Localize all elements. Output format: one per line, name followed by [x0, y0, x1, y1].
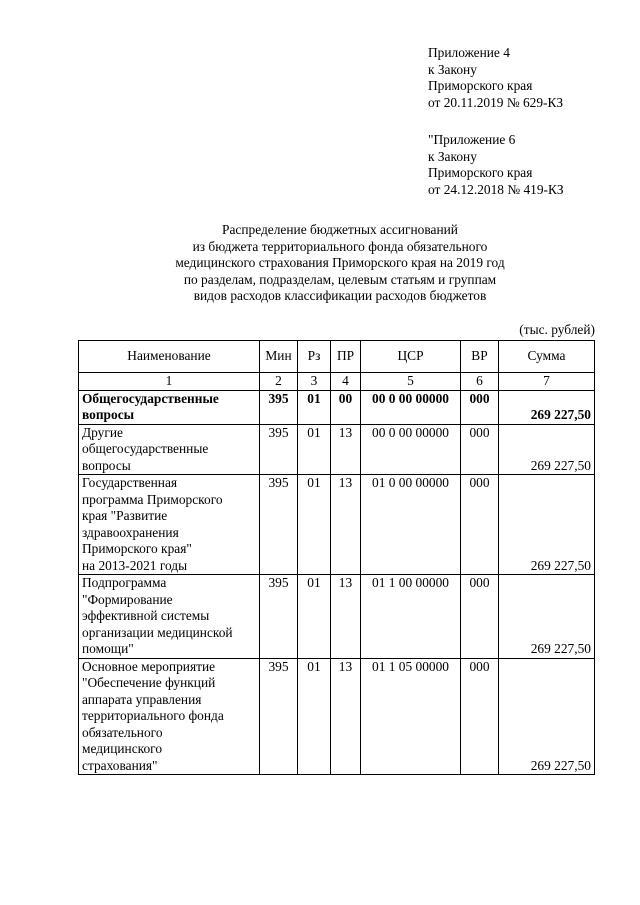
cell-vr: 000 [461, 475, 499, 575]
cell-pr: 13 [331, 475, 361, 575]
cell-sum: 269 227,50 [499, 658, 595, 775]
cell-pr: 13 [331, 658, 361, 775]
column-number: 6 [461, 373, 499, 391]
appendix-original-line: "Приложение 6 [428, 132, 516, 147]
table-row [79, 658, 595, 775]
cell-name-line: медицинского [82, 741, 163, 756]
cell-name-line: "Формирование [82, 591, 173, 607]
appendix-original-header [428, 132, 628, 198]
cell-name-line: на 2013-2021 годы [82, 557, 188, 573]
cell-name-line: общегосударственные [82, 441, 209, 456]
cell-csr: 01 1 05 00000 [361, 658, 461, 775]
cell-name-line: вопросы [82, 457, 131, 473]
cell-pr: 13 [331, 424, 361, 475]
cell-rz: 01 [298, 424, 331, 475]
cell-name [79, 575, 260, 659]
cell-vr: 000 [461, 658, 499, 775]
appendix-original-line: к Закону [428, 148, 477, 164]
cell-name [79, 475, 260, 575]
cell-name-line: программа Приморского [82, 491, 223, 507]
table-row [79, 575, 595, 659]
cell-pr: 13 [331, 575, 361, 659]
cell-name-line: аппарата управления [82, 691, 202, 707]
cell-vr: 000 [461, 424, 499, 475]
document-title [120, 222, 560, 305]
header-sum: Сумма [499, 341, 595, 373]
column-number: 5 [361, 373, 461, 391]
cell-name-line: Государственная [82, 475, 178, 490]
cell-sum: 269 227,50 [499, 390, 595, 424]
cell-name-line: Другие [82, 424, 123, 440]
cell-rz: 01 [298, 390, 331, 424]
cell-name-line: помощи" [82, 641, 134, 656]
header-vr: ВР [461, 341, 499, 373]
cell-sum: 269 227,50 [499, 575, 595, 659]
column-number: 3 [298, 373, 331, 391]
column-number: 2 [260, 373, 298, 391]
cell-min: 395 [260, 575, 298, 659]
cell-csr: 01 1 00 00000 [361, 575, 461, 659]
header-name: Наименование [79, 341, 260, 373]
cell-name-line: страхования" [82, 757, 158, 773]
title-line: медицинского страхования Приморского края на 2019 год [175, 255, 505, 270]
appendix-current-line: Приморского края [428, 78, 533, 93]
column-number: 1 [79, 373, 260, 391]
title-line: видов расходов классификации расходов бюджетов [193, 288, 487, 303]
appendix-original-line: Приморского края [428, 165, 533, 180]
title-line: Распределение бюджетных ассигнований [222, 222, 458, 237]
cell-name-line: "Обеспечение функций [82, 675, 216, 690]
cell-name-line: края "Развитие [82, 508, 168, 523]
budget-table [78, 340, 595, 775]
title-line: по разделам, подразделам, целевым статьям и группам [183, 271, 497, 287]
cell-name [79, 658, 260, 775]
cell-sum: 269 227,50 [499, 475, 595, 575]
cell-min: 395 [260, 390, 298, 424]
cell-rz: 01 [298, 475, 331, 575]
header-min: Мин [260, 341, 298, 373]
cell-csr: 00 0 00 00000 [361, 424, 461, 475]
cell-name-line: Приморского края" [82, 541, 192, 556]
table-row [79, 390, 595, 424]
table-row [79, 424, 595, 475]
cell-name-line: эффективной системы [82, 608, 210, 623]
header-rz: Рз [298, 341, 331, 373]
cell-sum: 269 227,50 [499, 424, 595, 475]
appendix-current-line: Приложение 4 [428, 45, 510, 60]
column-number: 7 [499, 373, 595, 391]
cell-min: 395 [260, 658, 298, 775]
cell-name-line: обязательного [82, 724, 163, 740]
cell-pr: 00 [331, 390, 361, 424]
appendix-current-line: к Закону [428, 61, 477, 77]
cell-name-line: Основное мероприятие [82, 658, 216, 674]
cell-name-line: здравоохранения [82, 524, 179, 540]
cell-name-line: организации медицинской [82, 624, 233, 640]
header-csr: ЦСР [361, 341, 461, 373]
column-number: 4 [331, 373, 361, 391]
cell-vr: 000 [461, 575, 499, 659]
cell-name-line: Подпрограмма [82, 575, 167, 590]
cell-name [79, 424, 260, 475]
table-header-row [79, 341, 595, 373]
units-label: (тыс. рублей) [519, 322, 595, 337]
appendix-current-header [428, 45, 628, 111]
cell-name-line: Общегосударственные [82, 390, 219, 406]
cell-csr: 01 0 00 00000 [361, 475, 461, 575]
cell-min: 395 [260, 424, 298, 475]
cell-rz: 01 [298, 575, 331, 659]
cell-name [79, 390, 260, 424]
cell-min: 395 [260, 475, 298, 575]
appendix-current-line: от 20.11.2019 № 629-КЗ [428, 94, 564, 110]
table-row [79, 475, 595, 575]
header-pr: ПР [331, 341, 361, 373]
title-line: из бюджета территориального фонда обязательного [192, 238, 488, 254]
column-numbering-row [79, 373, 595, 391]
cell-csr: 00 0 00 00000 [361, 390, 461, 424]
cell-vr: 000 [461, 390, 499, 424]
cell-rz: 01 [298, 658, 331, 775]
cell-name-line: вопросы [82, 407, 135, 422]
cell-name-line: территориального фонда [82, 708, 224, 723]
appendix-original-line: от 24.12.2018 № 419-КЗ [428, 181, 564, 197]
